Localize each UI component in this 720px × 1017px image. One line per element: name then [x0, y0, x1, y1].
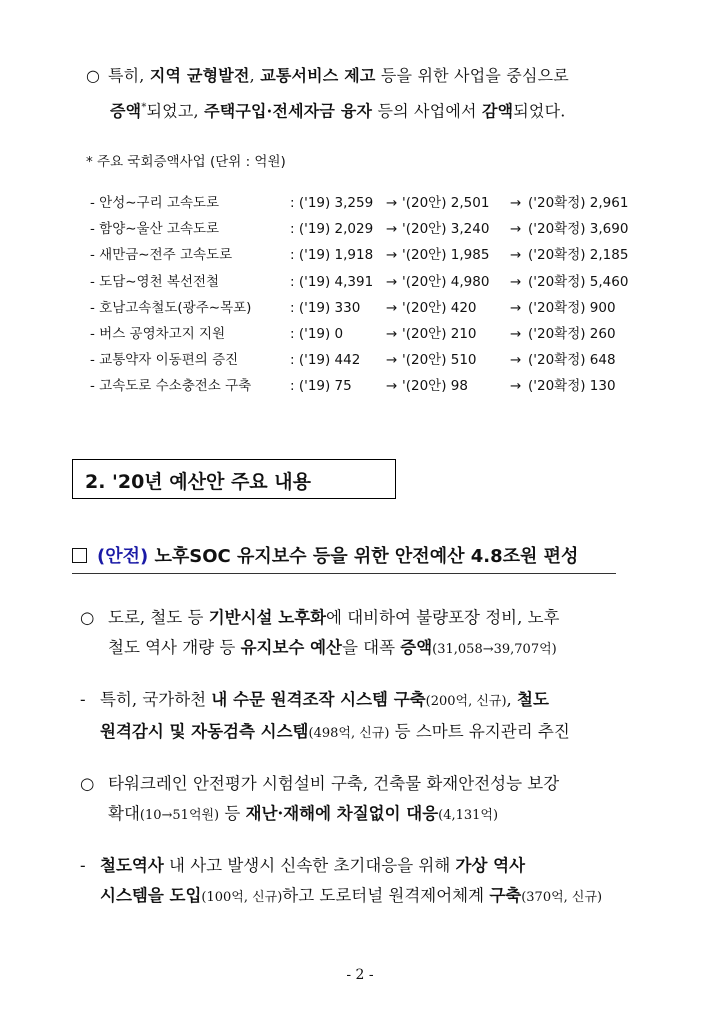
text: 타워크레인 안전평가 시험설비 구축, 건축물 화재안전성능 보강	[108, 774, 560, 793]
arrow-icon: →	[386, 325, 398, 342]
circle-bullet-icon: ○	[80, 608, 95, 627]
item-disaster-response	[80, 769, 670, 831]
text: 등	[219, 804, 246, 823]
value-2020-draft: '(20안) 420	[402, 299, 477, 316]
intro-paragraph	[86, 60, 676, 127]
text: 내 사고 발생시 신속한 초기대응을 위해	[163, 856, 456, 875]
arrow-icon: →	[386, 221, 398, 238]
bold-text: 유지보수 예산	[240, 638, 342, 657]
value-2020-draft: '(20안) 98	[402, 378, 468, 395]
item-line	[80, 717, 670, 749]
value-2020-final: ('20확정) 900	[528, 299, 616, 316]
value-2020-final: ('20확정) 5,460	[528, 273, 629, 290]
bold-text: 감액	[481, 101, 514, 121]
footnote-unit: * 주요 국회증액사업 (단위 : 억원)	[86, 154, 286, 170]
item-line	[80, 799, 670, 831]
text: ,	[249, 66, 261, 85]
bold-text: 내 수문 원격조작 시스템 구축	[211, 690, 426, 709]
value-2020-final: ('20확정) 648	[528, 352, 616, 369]
footnote-mark: *	[141, 102, 147, 113]
arrow-icon: →	[510, 378, 522, 395]
text: 되었고,	[146, 101, 205, 121]
project-name: - 고속도로 수소충전소 구축	[90, 378, 252, 395]
intro-line-1	[86, 60, 676, 92]
value-2020-final: ('20확정) 2,185	[528, 247, 629, 264]
value-2019: : ('19) 75	[290, 378, 352, 395]
text: 확대	[108, 804, 140, 823]
bold-text: 교통서비스 제고	[260, 66, 376, 85]
value-2020-draft: '(20안) 1,985	[402, 247, 490, 264]
text: 특히, 국가하천	[100, 690, 212, 709]
bold-text: 철도역사	[100, 856, 164, 875]
arrow-icon: →	[510, 221, 522, 238]
item-maintenance	[80, 603, 670, 665]
circle-bullet-icon: ○	[86, 66, 101, 85]
arrow-icon: →	[386, 273, 398, 290]
dash-bullet-icon: -	[80, 690, 86, 709]
value-2020-draft: '(20안) 510	[402, 352, 477, 369]
text: 철도 역사 개량 등	[108, 638, 241, 657]
project-name: - 새만금∼전주 고속도로	[90, 247, 233, 264]
value-2020-final: ('20확정) 2,961	[528, 195, 629, 211]
amount-note: (370억, 신규)	[521, 890, 603, 905]
subheading-underline	[72, 573, 616, 574]
item-line	[80, 603, 670, 633]
amount-note: (4,131억)	[438, 808, 499, 823]
value-2019: : ('19) 2,029	[290, 221, 374, 238]
value-2020-draft: '(20안) 210	[402, 325, 477, 342]
value-2020-final: ('20확정) 3,690	[528, 221, 629, 238]
dash-bullet-icon: -	[80, 856, 86, 875]
text: 에 대비하여 불량포장 정비, 노후	[326, 608, 560, 627]
item-line	[80, 881, 670, 913]
value-2020-final: ('20확정) 130	[528, 378, 616, 395]
section-title: 2. '20년 예산안 주요 내용	[85, 471, 311, 493]
item-line	[80, 685, 670, 717]
value-2020-draft: '(20안) 2,501	[402, 195, 490, 211]
text: 되었다.	[513, 101, 566, 121]
arrow-icon: →	[510, 247, 522, 264]
bold-text: 원격감시 및 자동검측 시스템	[100, 722, 309, 741]
section-title-box	[72, 459, 396, 499]
arrow-icon: →	[510, 325, 522, 342]
project-name: - 교통약자 이동편의 증진	[90, 352, 239, 369]
item-virtual-station	[80, 851, 670, 913]
bold-text: 주택구입·전세자금 융자	[204, 101, 373, 121]
value-2019: : ('19) 3,259	[290, 195, 374, 211]
amount-note: (31,058→39,707억)	[432, 642, 557, 657]
arrow-icon: →	[386, 195, 398, 211]
value-2020-draft: '(20안) 4,980	[402, 273, 490, 290]
value-2019: : ('19) 0	[290, 325, 344, 342]
text: 등을 위한 사업을 중심으로	[375, 66, 569, 85]
bold-text: 가상 역사	[455, 856, 526, 875]
page-number: - 2 -	[346, 967, 374, 983]
value-2019: : ('19) 330	[290, 299, 361, 316]
bold-text: 기반시설 노후화	[208, 608, 327, 627]
item-line	[80, 633, 670, 665]
arrow-icon: →	[510, 195, 522, 211]
amount-note: (100억, 신규)	[201, 890, 283, 905]
circle-bullet-icon: ○	[80, 774, 95, 793]
item-line	[80, 851, 670, 881]
category-tag: (안전)	[97, 546, 149, 567]
project-name: - 호남고속철도(광주∼목포)	[90, 299, 252, 316]
bold-text: 증액	[400, 638, 433, 657]
text: 특히,	[108, 66, 150, 85]
arrow-icon: →	[510, 352, 522, 369]
text: 하고 도로터널 원격제어체계	[282, 886, 490, 905]
arrow-icon: →	[386, 352, 398, 369]
bold-text: 철도	[517, 690, 549, 709]
arrow-icon: →	[386, 378, 398, 395]
project-name: - 도담∼영천 복선전철	[90, 273, 220, 290]
bold-text: 구축	[489, 886, 522, 905]
arrow-icon: →	[510, 273, 522, 290]
value-2020-final: ('20확정) 260	[528, 325, 616, 342]
project-name: - 안성∼구리 고속도로	[90, 195, 220, 211]
bold-text: 증액	[110, 101, 142, 121]
value-2019: : ('19) 442	[290, 352, 361, 369]
bold-text: 재난·재해에 차질없이 대응	[245, 804, 439, 823]
value-2019: : ('19) 1,918	[290, 247, 374, 264]
amount-note: (10→51억원)	[139, 808, 220, 823]
project-name: - 함양∼울산 고속도로	[90, 221, 220, 238]
project-name: - 버스 공영차고지 지원	[90, 325, 226, 342]
intro-line-2	[86, 92, 676, 127]
value-2020-draft: '(20안) 3,240	[402, 221, 490, 238]
checkbox-square-icon	[72, 548, 87, 563]
subheading	[72, 542, 578, 568]
text: 등의 사업에서	[372, 101, 482, 121]
text: 등 스마트 유지관리 추진	[389, 722, 570, 741]
bold-text: 지역 균형발전	[149, 66, 250, 85]
item-smart-maintenance	[80, 685, 670, 749]
arrow-icon: →	[386, 247, 398, 264]
subheading-text: 노후SOC 유지보수 등을 위한 안전예산 4.8조원 편성	[148, 546, 579, 567]
text: 을 대폭	[341, 638, 401, 657]
text: ,	[506, 690, 518, 709]
amount-note: (498억, 신규)	[308, 726, 390, 741]
value-2019: : ('19) 4,391	[290, 273, 374, 290]
item-line	[80, 769, 670, 799]
text: 도로, 철도 등	[108, 608, 209, 627]
amount-note: (200억, 신규)	[425, 694, 507, 709]
bold-text: 시스템을 도입	[100, 886, 202, 905]
arrow-icon: →	[510, 299, 522, 316]
arrow-icon: →	[386, 299, 398, 316]
